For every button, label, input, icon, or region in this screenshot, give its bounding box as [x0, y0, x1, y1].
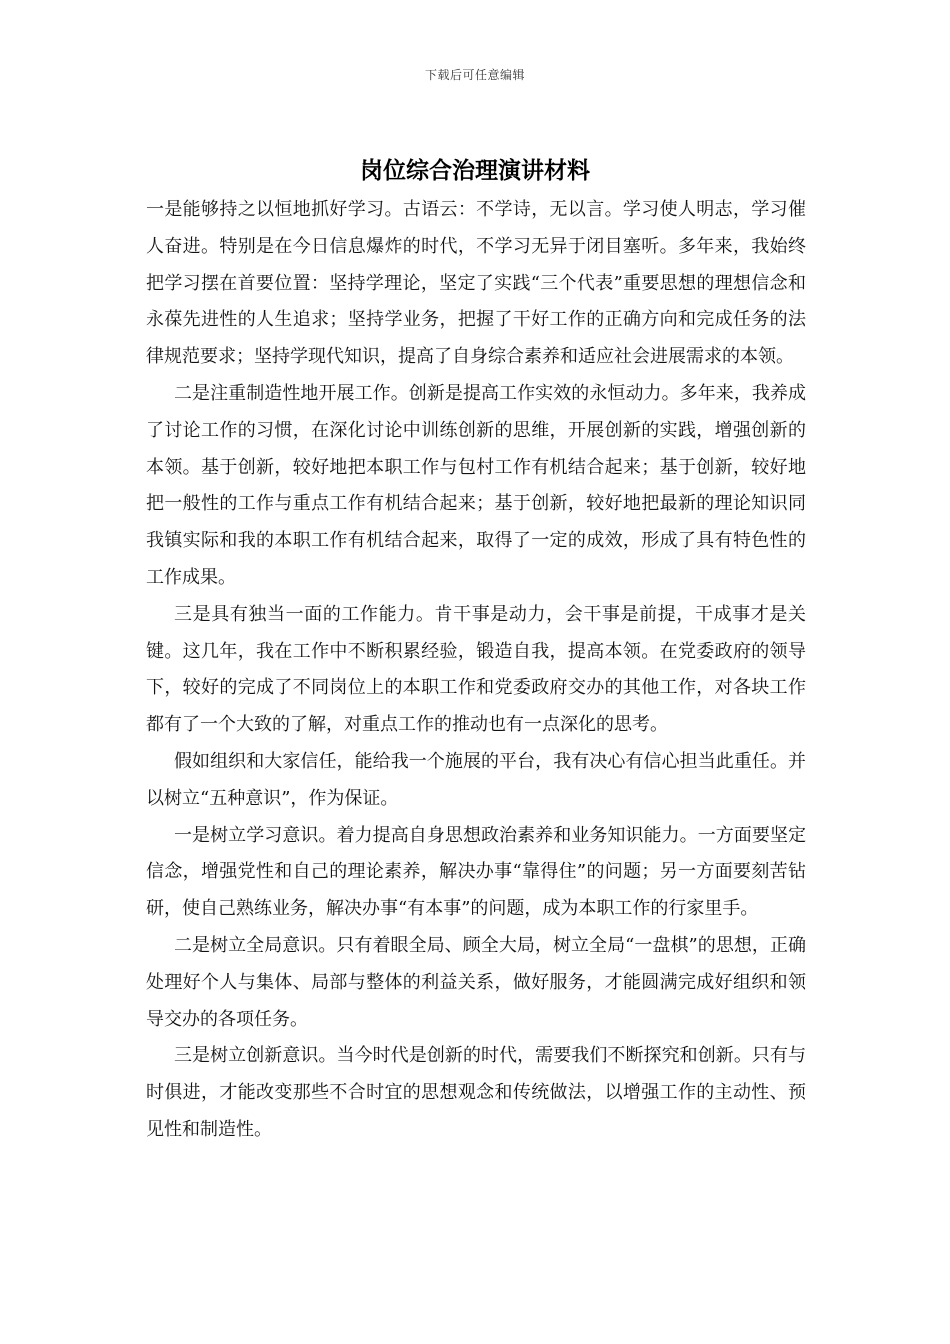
- document-body: [146, 192, 806, 1149]
- paragraph-4: 假如组织和大家信任，能给我一个施展的平台，我有决心有信心担当此重任。并以树立“五种意识”，作为保证。: [146, 750, 806, 809]
- paragraph-7: 三是树立创新意识。当今时代是创新的时代，需要我们不断探究和创新。只有与时俱进，才能改变那些不合时宜的思想观念和传统做法，以增强工作的主动性、预见性和制造性。: [146, 1045, 806, 1140]
- paragraph-1: 一是能够持之以恒地抓好学习。古语云：不学诗，无以言。学习使人明志，学习催人奋进。特别是在今日信息爆炸的时代，不学习无异于闭目塞听。多年来，我始终把学习摆在首要位置：坚持学理论，坚定了实践“三个代表”重要思想的理想信念和永葆先进性的人生追求；坚持学业务，把握了干好工作的正确方向和完成任务的法律规范要求；坚持学现代知识，提高了自身综合素养和适应社会进展需求的本领。: [146, 199, 806, 368]
- document-title: 岗位综合治理演讲材料: [360, 158, 590, 184]
- paragraph-2: 二是注重制造性地开展工作。创新是提高工作实效的永恒动力。多年来，我养成了讨论工作的习惯，在深化讨论中训练创新的思维，开展创新的实践，增强创新的本领。基于创新，较好地把本职工作与包村工作有机结合起来；基于创新，较好地把一般性的工作与重点工作有机结合起来；基于创新，较好地把最新的理论知识同我镇实际和我的本职工作有机结合起来，取得了一定的成效，形成了具有特色性的工作成果。: [146, 382, 806, 588]
- paragraph-6: 二是树立全局意识。只有着眼全局、顾全大局，树立全局“一盘棋”的思想，正确处理好个人与集体、局部与整体的利益关系，做好服务，才能圆满完成好组织和领导交办的各项任务。: [146, 934, 806, 1030]
- paragraph-3: 三是具有独当一面的工作能力。肯干事是动力，会干事是前提，干成事才是关键。这几年，我在工作中不断积累经验，锻造自我，提高本领。在党委政府的领导下，较好的完成了不同岗位上的本职工作和党委政府交办的其他工作，对各块工作都有了一个大致的了解，对重点工作的推动也有一点深化的思考。: [146, 603, 806, 736]
- paragraph-5: 一是树立学习意识。着力提高自身思想政治素养和业务知识能力。一方面要坚定信念，增强党性和自己的理论素养，解决办事“靠得住”的问题；另一方面要刻苦钻研，使自己熟练业务，解决办事“有本事”的问题，成为本职工作的行家里手。: [146, 824, 806, 920]
- header-note: 下载后可任意编辑: [424, 68, 525, 82]
